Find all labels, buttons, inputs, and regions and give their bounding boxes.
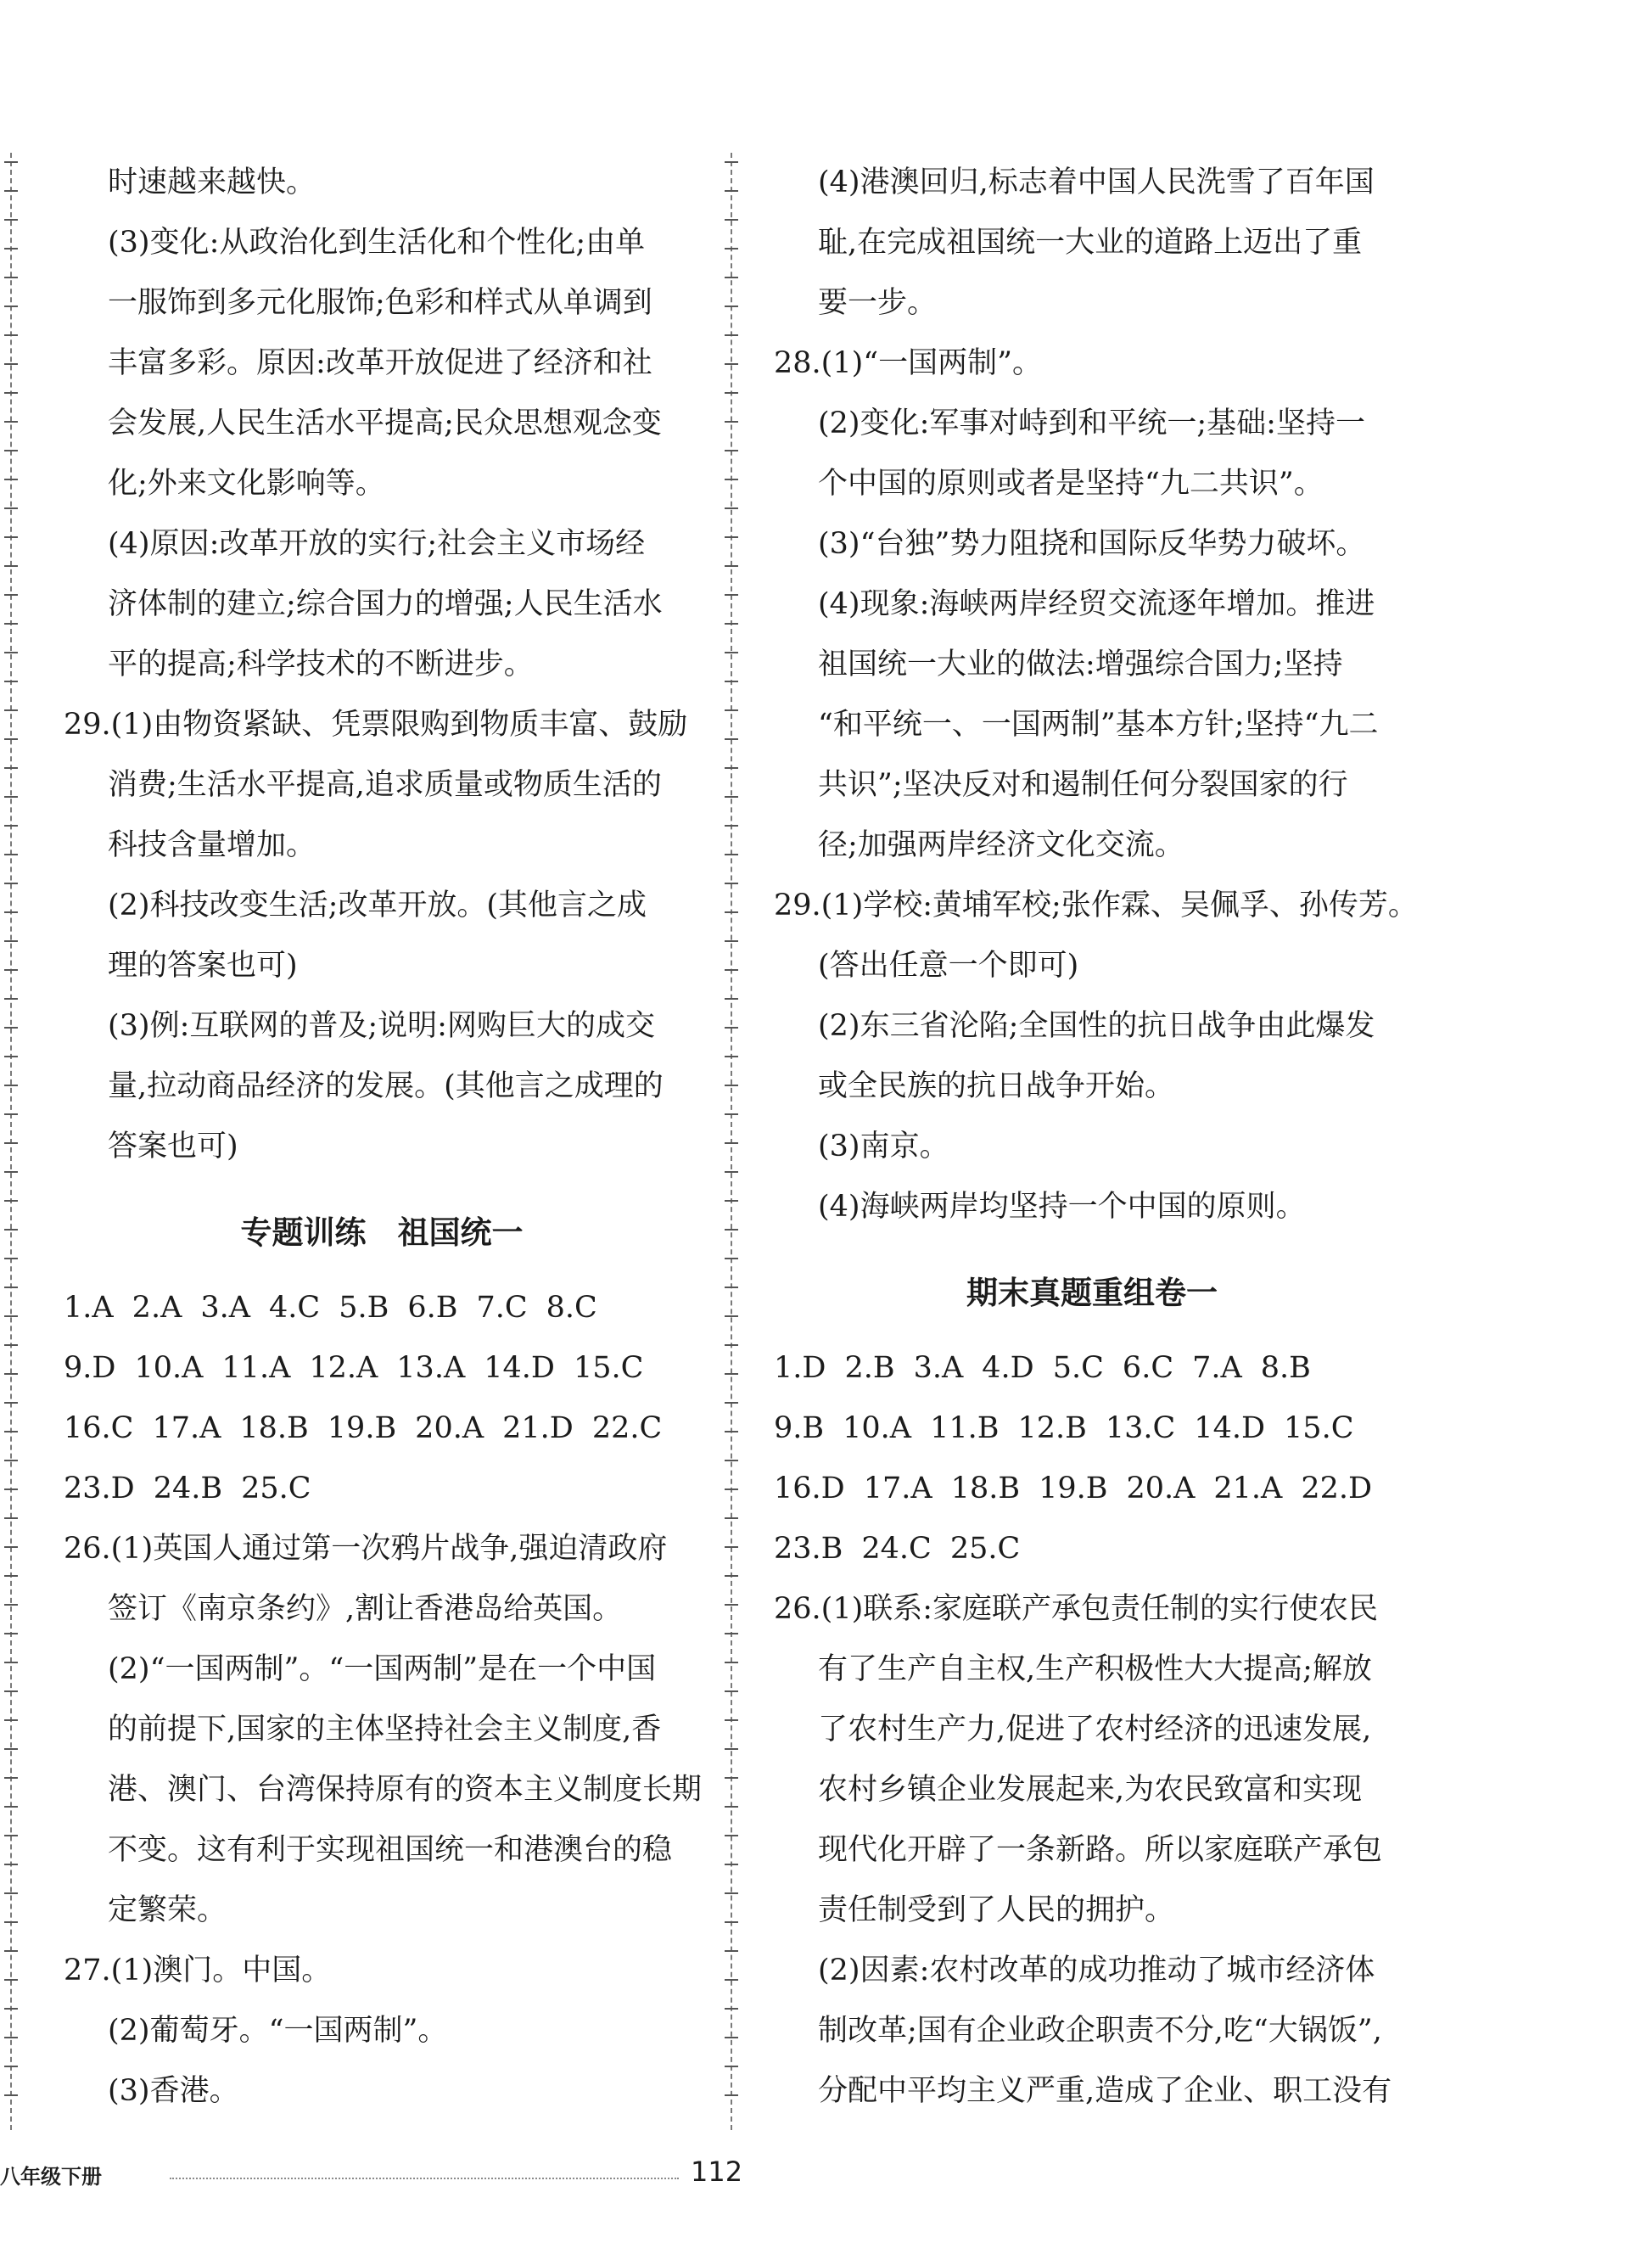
binding-tick [725, 940, 738, 942]
text-line: (4)港澳回归,标志着中国人民洗雪了百年国 [818, 165, 1375, 199]
text-line: (3)南京。 [818, 1130, 949, 1163]
binding-tick [4, 1171, 18, 1173]
binding-tick [725, 2066, 738, 2067]
binding-tick [725, 1489, 738, 1490]
binding-tick [725, 1200, 738, 1202]
binding-tick [725, 1085, 738, 1086]
answer-paragraph [774, 1941, 1410, 2122]
text-line: 要一步。 [818, 286, 938, 320]
answer-key-item: 1.D [774, 1351, 826, 1385]
binding-tick [4, 1056, 18, 1057]
binding-tick [4, 1258, 18, 1259]
answer-paragraph [774, 394, 1410, 514]
answer-key-item: 9.B [774, 1411, 825, 1445]
answer-paragraph [774, 575, 1410, 876]
text-line: 时速越来越快。 [108, 165, 316, 199]
binding-tick [4, 450, 18, 451]
text-line: (4)现象:海峡两岸经贸交流逐年增加。推进 [818, 587, 1375, 621]
answer-key-item: 8.C [546, 1291, 597, 1325]
binding-tick [725, 1113, 738, 1115]
answer-key-item: 12.A [309, 1351, 378, 1385]
text-line: 定繁荣。 [108, 1893, 227, 1927]
text-line: 径;加强两岸经济文化交流。 [818, 828, 1184, 862]
binding-tick [4, 1864, 18, 1865]
text-line: 共识”;坚决反对和遏制任何分裂国家的行 [818, 768, 1348, 802]
binding-tick [4, 421, 18, 423]
answer-key-item: 10.A [134, 1351, 204, 1385]
text-line: 丰富多彩。原因:改革开放促进了经济和社 [108, 346, 652, 380]
answer-paragraph [64, 153, 700, 213]
binding-tick [4, 1085, 18, 1086]
answer-key-item: 20.A [1126, 1472, 1196, 1505]
binding-tick [4, 2008, 18, 2010]
answer-key-item: 15.C [573, 1351, 644, 1385]
answer-key-item: 16.D [774, 1472, 845, 1505]
binding-tick [725, 1027, 738, 1029]
binding-tick [4, 998, 18, 1000]
footer-dotted-rule [170, 2178, 679, 2179]
binding-tick [4, 219, 18, 221]
text-line: (3)例:互联网的普及;说明:网购巨大的成交 [108, 1009, 655, 1043]
binding-tick [725, 1777, 738, 1779]
answer-paragraph [64, 1519, 700, 1640]
binding-tick [4, 1142, 18, 1144]
answer-key-item: 15.C [1284, 1411, 1354, 1445]
binding-tick [4, 2066, 18, 2067]
binding-tick [725, 796, 738, 798]
text-line: 签订《南京条约》,割让香港岛给英国。 [108, 1592, 623, 1626]
text-line: “和平统一、一国两制”基本方针;坚持“九二 [818, 708, 1379, 742]
text-line: (3)“台独”势力阻挠和国际反华势力破坏。 [818, 527, 1366, 561]
binding-tick [725, 2008, 738, 2010]
answer-paragraph [64, 514, 700, 695]
answer-paragraph [64, 1640, 703, 1941]
binding-tick [4, 1517, 18, 1519]
binding-tick [4, 1402, 18, 1404]
answer-paragraph [774, 1117, 1410, 1177]
binding-tick [725, 854, 738, 855]
binding-tick [4, 854, 18, 855]
answer-key-item: 4.D [982, 1351, 1034, 1385]
binding-tick [725, 1517, 738, 1519]
binding-tick [4, 1748, 18, 1750]
binding-tick [4, 1373, 18, 1375]
binding-tick [725, 1950, 738, 1952]
answer-paragraph [774, 1579, 1410, 1941]
binding-tick [4, 1835, 18, 1836]
text-line: 26.(1)英国人通过第一次鸦片战争,强迫清政府 [64, 1532, 668, 1566]
text-line: (2)变化:军事对峙到和平统一;基础:坚持一 [818, 406, 1365, 440]
binding-tick [4, 1662, 18, 1663]
binding-tick [725, 536, 738, 538]
binding-tick [725, 334, 738, 336]
text-line: 会发展,人民生活水平提高;民众思想观念变 [108, 406, 662, 440]
text-line: 祖国统一大业的做法:增强综合国力;坚持 [818, 648, 1343, 681]
answer-key-item: 10.A [843, 1411, 912, 1445]
text-line: 29.(1)学校:黄埔军校;张作霖、吴佩孚、孙传芳。 [774, 889, 1418, 922]
binding-tick [4, 1806, 18, 1808]
binding-tick [725, 1575, 738, 1577]
answer-key-item: 1.A [64, 1291, 114, 1325]
text-line: (3)变化:从政治化到生活化和个性化;由单 [108, 226, 646, 260]
binding-tick [4, 507, 18, 509]
answer-key-item: 13.A [396, 1351, 466, 1385]
answer-paragraph [64, 1941, 700, 2001]
binding-tick [725, 623, 738, 625]
binding-tick [4, 1229, 18, 1231]
grade-label: 八年级下册 [0, 2165, 102, 2189]
binding-tick [725, 1344, 738, 1346]
left-column [64, 153, 703, 2122]
binding-tick [725, 1373, 738, 1375]
answer-paragraph [774, 996, 1410, 1117]
page-number: 112 [691, 2156, 743, 2188]
binding-tick [4, 479, 18, 480]
right-column [774, 153, 1418, 2122]
answer-key-item: 2.B [844, 1351, 895, 1385]
binding-tick [4, 1777, 18, 1779]
binding-tick [4, 1979, 18, 1981]
binding-tick [4, 565, 18, 567]
binding-tick [4, 594, 18, 596]
binding-tick [725, 1546, 738, 1548]
binding-tick [725, 911, 738, 913]
answer-paragraph [64, 2001, 700, 2061]
answer-key-item: 14.D [1194, 1411, 1266, 1445]
binding-tick [4, 1690, 18, 1692]
text-line: 现代化开辟了一条新路。所以家庭联产承包 [818, 1833, 1383, 1867]
binding-tick [4, 1344, 18, 1346]
binding-tick [4, 796, 18, 798]
answer-key-grid [774, 1338, 1410, 1579]
text-line: 27.(1)澳门。中国。 [64, 1954, 332, 1987]
binding-tick [725, 883, 738, 884]
text-line: 的前提下,国家的主体坚持社会主义制度,香 [108, 1713, 662, 1746]
binding-tick [725, 1460, 738, 1461]
answer-key-item: 2.A [132, 1291, 182, 1325]
binding-tick [4, 1633, 18, 1634]
answer-key-item: 12.B [1017, 1411, 1087, 1445]
answer-key-row [774, 1519, 1410, 1579]
answer-key-item: 20.A [415, 1411, 484, 1445]
answer-paragraph [774, 876, 1418, 996]
answer-key-item: 17.A [152, 1411, 221, 1445]
binding-tick [4, 1027, 18, 1029]
answer-key-item: 7.A [1192, 1351, 1242, 1385]
text-line: 量,拉动商品经济的发展。(其他言之成理的 [108, 1069, 664, 1103]
answer-key-item: 5.B [339, 1291, 389, 1325]
binding-tick [4, 1575, 18, 1577]
text-line: 化;外来文化影响等。 [108, 467, 385, 501]
binding-tick [4, 1604, 18, 1606]
binding-tick [4, 1113, 18, 1115]
answer-paragraph [64, 695, 700, 876]
binding-tick [725, 709, 738, 711]
binding-tick [4, 1546, 18, 1548]
binding-tick [4, 1315, 18, 1317]
answer-key-item: 3.A [913, 1351, 964, 1385]
binding-tick [4, 1921, 18, 1923]
binding-tick [725, 190, 738, 192]
text-line: (2)因素:农村改革的成功推动了城市经济体 [818, 1954, 1375, 1987]
text-line: (答出任意一个即可) [818, 949, 1079, 983]
answer-key-item: 9.D [64, 1351, 116, 1385]
binding-tick [725, 1604, 738, 1606]
answer-key-item: 6.B [407, 1291, 458, 1325]
text-line: 农村乡镇企业发展起来,为农民致富和实现 [818, 1773, 1363, 1807]
answer-paragraph [64, 996, 700, 1177]
answer-paragraph [774, 334, 1410, 394]
binding-tick [4, 623, 18, 625]
binding-tick [725, 1171, 738, 1173]
answer-key-item: 23.B [774, 1532, 843, 1566]
binding-tick [4, 334, 18, 336]
binding-tick [725, 1979, 738, 1981]
text-line: 26.(1)联系:家庭联产承包责任制的实行使农民 [774, 1592, 1379, 1626]
text-line: (4)海峡两岸均坚持一个中国的原则。 [818, 1190, 1306, 1224]
binding-tick [4, 940, 18, 942]
binding-tick [725, 1258, 738, 1259]
binding-tick [4, 536, 18, 538]
binding-tick [725, 738, 738, 740]
text-line: 耻,在完成祖国统一大业的道路上迈出了重 [818, 226, 1363, 260]
binding-tick [4, 1287, 18, 1288]
binding-tick [4, 190, 18, 192]
binding-tick [725, 1056, 738, 1057]
binding-tick [725, 1835, 738, 1836]
binding-tick [725, 1633, 738, 1634]
text-line: 了农村生产力,促进了农村经济的迅速发展, [818, 1713, 1372, 1746]
binding-tick [725, 1287, 738, 1288]
binding-tick [725, 1690, 738, 1692]
answer-key-item: 5.C [1052, 1351, 1104, 1385]
binding-tick [4, 277, 18, 278]
text-line: (3)香港。 [108, 2074, 239, 2108]
answer-key-item: 25.C [949, 1532, 1021, 1566]
answer-key-row [774, 1399, 1410, 1459]
binding-tick [725, 2037, 738, 2038]
answer-key-item: 3.A [200, 1291, 251, 1325]
binding-tick [4, 1460, 18, 1461]
answer-key-item: 22.C [591, 1411, 663, 1445]
section-title: 期末真题重组卷一 [966, 1275, 1218, 1311]
answer-key-item: 24.C [861, 1532, 932, 1566]
binding-tick [4, 392, 18, 394]
answer-paragraph [64, 213, 700, 514]
binding-tick [4, 2037, 18, 2038]
binding-tick [4, 709, 18, 711]
binding-tick [725, 1662, 738, 1663]
binding-tick [4, 911, 18, 913]
binding-tick [725, 998, 738, 1000]
answer-key-item: 14.D [484, 1351, 555, 1385]
binding-tick [4, 767, 18, 769]
answer-paragraph [64, 876, 700, 996]
answer-key-item: 4.C [269, 1291, 321, 1325]
binding-tick [725, 825, 738, 827]
answer-key-item: 11.B [930, 1411, 1000, 1445]
binding-tick [725, 1806, 738, 1808]
answer-paragraph [774, 514, 1410, 575]
text-line: (2)科技改变生活;改革开放。(其他言之成 [108, 889, 647, 922]
answer-key-row [64, 1399, 700, 1459]
answer-key-row [64, 1338, 700, 1399]
binding-tick [4, 969, 18, 971]
binding-tick [4, 248, 18, 249]
answer-key-row [774, 1459, 1410, 1519]
binding-tick [4, 1719, 18, 1721]
answer-key-item: 19.B [327, 1411, 397, 1445]
answer-key-item: 11.A [221, 1351, 291, 1385]
binding-tick [725, 507, 738, 509]
binding-tick [725, 1921, 738, 1923]
binding-tick [725, 1892, 738, 1894]
answer-key-item: 6.C [1122, 1351, 1174, 1385]
answer-key-item: 21.D [502, 1411, 574, 1445]
answer-key-item: 19.B [1039, 1472, 1108, 1505]
answer-key-item: 16.C [64, 1411, 134, 1445]
binding-tick [725, 1431, 738, 1432]
text-line: 平的提高;科学技术的不断进步。 [108, 648, 534, 681]
answer-key-item: 23.D [64, 1472, 135, 1505]
answer-key-row [64, 1459, 700, 1519]
answer-key-item: 25.C [241, 1472, 311, 1505]
binding-tick [725, 969, 738, 971]
binding-tick [725, 363, 738, 365]
binding-tick [4, 306, 18, 307]
binding-tick [725, 1315, 738, 1317]
answer-paragraph [64, 2061, 700, 2122]
binding-tick [4, 738, 18, 740]
answer-key-row [774, 1338, 1410, 1399]
text-line: 不变。这有利于实现祖国统一和港澳台的稳 [108, 1833, 673, 1867]
answer-key-row [64, 1278, 700, 1338]
binding-tick [725, 277, 738, 278]
text-line: 消费;生活水平提高,追求质量或物质生活的 [108, 768, 662, 802]
answer-key-item: 24.B [153, 1472, 223, 1505]
answer-paragraph [774, 153, 1410, 334]
text-line: 或全民族的抗日战争开始。 [818, 1069, 1175, 1103]
binding-tick [4, 652, 18, 653]
binding-tick [4, 363, 18, 365]
binding-tick [4, 1489, 18, 1490]
text-line: (2)东三省沦陷;全国性的抗日战争由此爆发 [818, 1009, 1375, 1043]
answer-key-item: 18.B [950, 1472, 1021, 1505]
text-line: 答案也可) [108, 1130, 238, 1163]
text-line: 责任制受到了人民的拥护。 [818, 1893, 1175, 1927]
text-line: 29.(1)由物资紧缺、凭票限购到物质丰富、鼓励 [64, 708, 688, 742]
binding-tick [4, 161, 18, 163]
binding-tick [725, 2094, 738, 2096]
binding-tick [725, 1142, 738, 1144]
text-line: (2)“一国两制”。“一国两制”是在一个中国 [108, 1652, 657, 1686]
text-line: 济体制的建立;综合国力的增强;人民生活水 [108, 587, 663, 621]
binding-tick [725, 421, 738, 423]
binding-tick [4, 883, 18, 884]
binding-tick [725, 652, 738, 653]
binding-tick [725, 594, 738, 596]
answer-key-item: 7.C [476, 1291, 528, 1325]
binding-tick [725, 1229, 738, 1231]
text-line: (2)葡萄牙。“一国两制”。 [108, 2014, 448, 2048]
text-line: 28.(1)“一国两制”。 [774, 346, 1043, 380]
answer-key-grid [64, 1278, 700, 1519]
binding-tick [4, 681, 18, 682]
answer-key-item: 13.C [1105, 1411, 1176, 1445]
binding-tick [4, 2094, 18, 2096]
text-line: 分配中平均主义严重,造成了企业、职工没有 [818, 2074, 1392, 2108]
binding-tick [725, 306, 738, 307]
text-line: 科技含量增加。 [108, 828, 316, 862]
binding-tick [4, 825, 18, 827]
answer-key-item: 21.A [1213, 1472, 1283, 1505]
answer-key-item: 22.D [1301, 1472, 1373, 1505]
text-line: 制改革;国有企业政企职责不分,吃“大锅饭”, [818, 2014, 1382, 2048]
binding-tick [725, 1748, 738, 1750]
binding-tick [725, 1719, 738, 1721]
section-title: 专题训练 祖国统一 [240, 1214, 524, 1251]
binding-tick [725, 767, 738, 769]
text-line: (4)原因:改革开放的实行;社会主义市场经 [108, 527, 646, 561]
binding-tick [725, 161, 738, 163]
text-line: 有了生产自主权,生产积极性大大提高;解放 [818, 1652, 1372, 1686]
binding-tick [725, 248, 738, 249]
binding-tick [725, 392, 738, 394]
binding-tick [725, 1864, 738, 1865]
answer-paragraph [774, 1177, 1410, 1237]
binding-tick [725, 219, 738, 221]
answer-key-item: 8.B [1260, 1351, 1311, 1385]
text-line: 个中国的原则或者是坚持“九二共识”。 [818, 467, 1324, 501]
binding-tick [4, 1200, 18, 1202]
binding-tick [4, 1431, 18, 1432]
answer-key-item: 17.A [863, 1472, 932, 1505]
binding-tick [4, 1950, 18, 1952]
binding-tick [725, 681, 738, 682]
binding-tick [725, 1402, 738, 1404]
answer-key-item: 18.B [239, 1411, 309, 1445]
text-line: 理的答案也可) [108, 949, 298, 983]
binding-tick [725, 479, 738, 480]
text-line: 港、澳门、台湾保持原有的资本主义制度长期 [108, 1773, 703, 1807]
binding-tick [725, 450, 738, 451]
text-line: 一服饰到多元化服饰;色彩和样式从单调到 [108, 286, 652, 320]
binding-tick [4, 1892, 18, 1894]
binding-tick [725, 565, 738, 567]
